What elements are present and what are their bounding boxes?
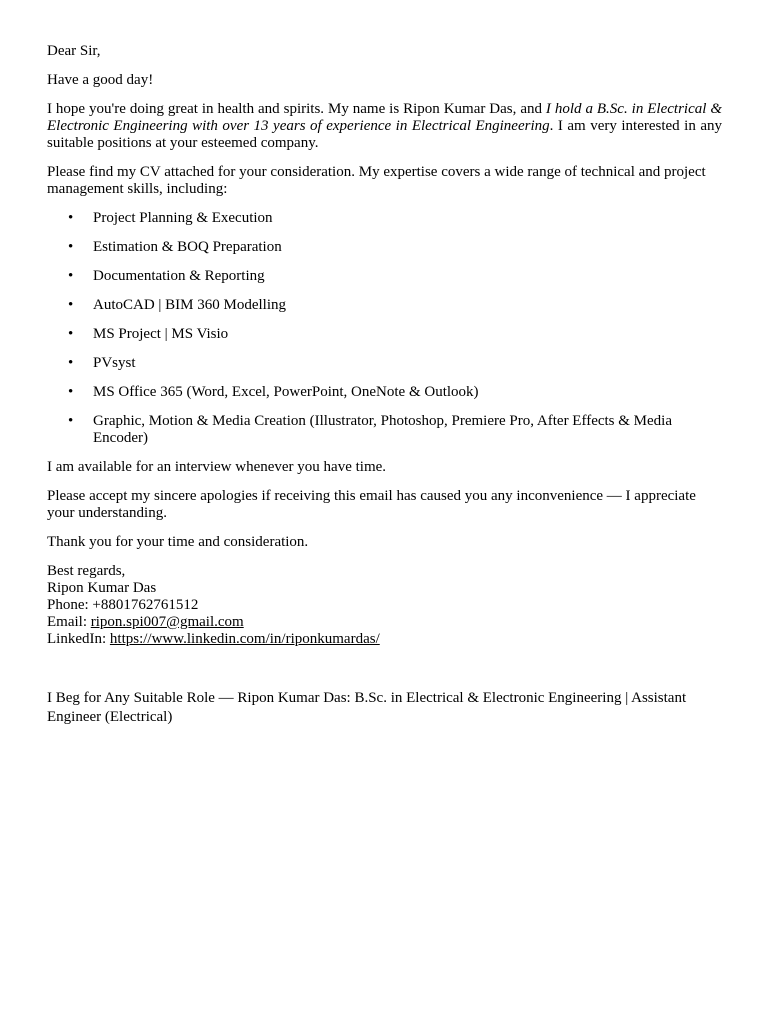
- bullet-icon: •: [68, 210, 74, 226]
- skill-label: Documentation & Reporting: [93, 268, 265, 284]
- subject-line: I Beg for Any Suitable Role — Ripon Kumar Das: B.Sc. in Electrical & Electronic Engineering | Assistant Engineer (Electrical): [47, 690, 687, 725]
- email-label: Email:: [47, 614, 91, 630]
- closing: Best regards,: [47, 563, 126, 579]
- availability-paragraph: I am available for an interview whenever you have time.: [47, 459, 387, 475]
- linkedin-label: LinkedIn:: [47, 631, 110, 647]
- list-item: [47, 413, 722, 447]
- bullet-icon: •: [68, 384, 74, 400]
- sender-name: Ripon Kumar Das: [47, 580, 157, 596]
- list-item: [47, 384, 722, 401]
- list-item: [47, 239, 722, 256]
- greeting: Have a good day!: [47, 72, 154, 88]
- thanks-paragraph: Thank you for your time and consideration.: [47, 534, 309, 550]
- skill-label: AutoCAD | BIM 360 Modelling: [93, 297, 287, 313]
- list-item: [47, 355, 722, 372]
- phone-label: Phone:: [47, 597, 93, 613]
- bullet-icon: •: [68, 297, 74, 313]
- phone-line: [47, 597, 722, 614]
- bullet-icon: •: [68, 326, 74, 342]
- signature-block: [47, 563, 722, 648]
- email-line: [47, 614, 722, 631]
- intro-text-end: . I am very interested in any suitable positions at your esteemed company.: [47, 118, 722, 151]
- cv-paragraph: Please find my CV attached for your consideration. My expertise covers a wide range of technical and project management skills, including:: [47, 164, 706, 197]
- bullet-icon: •: [68, 413, 74, 429]
- intro-paragraph: [47, 101, 722, 152]
- list-item: [47, 326, 722, 343]
- list-item: [47, 268, 722, 285]
- linkedin-link[interactable]: https://www.linkedin.com/in/riponkumardas/: [109, 631, 380, 647]
- intro-text-start: I hope you're doing great in health and spirits. My name is Ripon Kumar Das, and: [47, 101, 546, 117]
- skill-label: Estimation & BOQ Preparation: [93, 239, 282, 255]
- bullet-icon: •: [68, 355, 74, 371]
- bullet-icon: •: [68, 268, 74, 284]
- salutation: Dear Sir,: [47, 43, 101, 59]
- letter-body: [47, 43, 722, 648]
- phone-number: +8801762761512: [92, 597, 199, 613]
- skills-list: [47, 210, 722, 447]
- skill-label: Project Planning & Execution: [93, 210, 273, 226]
- list-item: [47, 297, 722, 314]
- skill-label: PVsyst: [93, 355, 136, 371]
- skill-label: Graphic, Motion & Media Creation (Illustrator, Photoshop, Premiere Pro, After Effects & Media Encoder): [93, 413, 673, 446]
- list-item: [47, 210, 722, 227]
- linkedin-line: [47, 631, 722, 648]
- skill-label: MS Office 365 (Word, Excel, PowerPoint, OneNote & Outlook): [93, 384, 479, 400]
- skill-label: MS Project | MS Visio: [93, 326, 229, 342]
- intro-qualification: I hold a B.Sc. in Electrical & Electronic Engineering with over 13 years of experience in Electrical Engineering: [47, 101, 722, 134]
- bullet-icon: •: [68, 239, 74, 255]
- email-link[interactable]: ripon.spi007@gmail.com: [90, 614, 244, 630]
- apology-paragraph: Please accept my sincere apologies if receiving this email has caused you any inconvenience — I appreciate your understanding.: [47, 488, 696, 521]
